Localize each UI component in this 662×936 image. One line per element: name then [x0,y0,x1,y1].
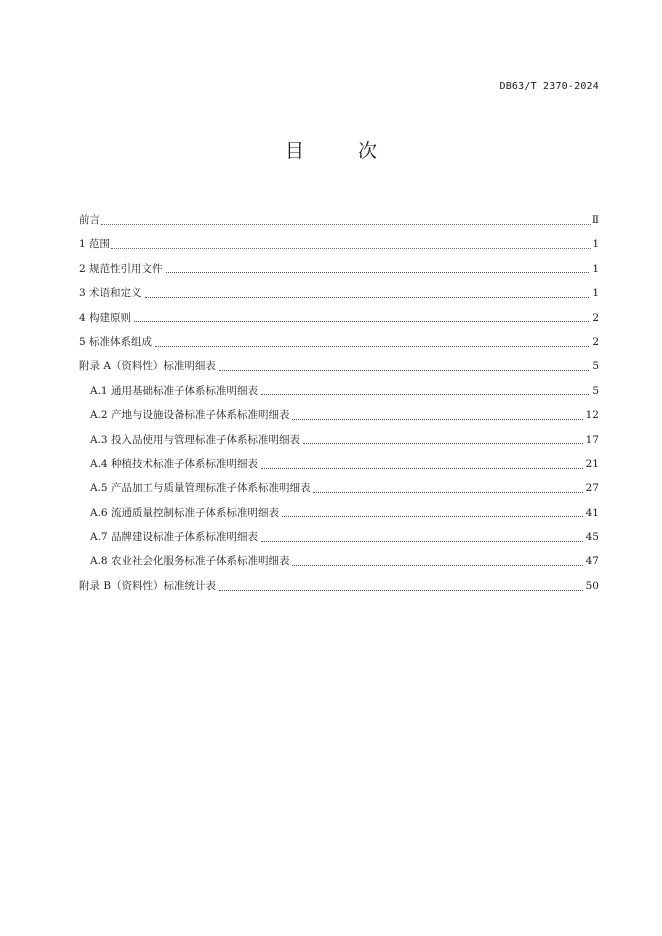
toc-entry-page: 2 [592,311,599,324]
toc-entry[interactable] [79,452,599,476]
toc-leader-dots [313,492,582,493]
toc-entry-page: 45 [585,531,599,544]
toc-leader-dots [292,419,582,420]
toc-leader-dots [111,248,591,249]
toc-entry[interactable] [79,476,599,500]
toc-entry-page: 1 [592,287,599,300]
toc-entry-label: 5 标准体系组成 [79,335,153,348]
toc-leader-dots [292,565,582,566]
toc-entry-label: A.2 产地与设施设备标准子体系标准明细表 [90,409,290,422]
toc-leader-dots [261,394,589,395]
toc-leader-dots [303,443,583,444]
toc-leader-dots [145,297,590,298]
toc-leader-dots [219,590,583,591]
toc-entry-label: 2 规范性引用文件 [79,262,163,275]
toc-entry[interactable] [79,379,599,403]
toc-entry[interactable] [79,281,599,305]
toc-entry-label: A.5 产品加工与质量管理标准子体系标准明细表 [90,482,311,495]
toc-entry-label: A.6 流通质量控制标准子体系标准明细表 [90,506,279,519]
toc-entry[interactable] [79,403,599,427]
toc-entry[interactable] [79,354,599,378]
toc-entry[interactable] [79,208,599,232]
toc-entry-page: 5 [592,360,599,373]
toc-entry[interactable] [79,428,599,452]
toc-entry[interactable] [79,306,599,330]
toc-leader-dots [166,272,590,273]
toc-entry-label: A.4 种植技术标准子体系标准明细表 [90,457,258,470]
toc-leader-dots [219,370,589,371]
toc-leader-dots [261,468,583,469]
toc-entry-label: 附录 A（资料性）标准明细表 [79,360,216,373]
toc-entry-label: A.8 农业社会化服务标准子体系标准明细表 [90,555,290,568]
toc-entry-page: 50 [585,579,599,592]
toc-entry-label: 1 范围 [79,238,111,251]
table-of-contents [79,208,599,598]
toc-leader-dots [282,516,583,517]
standard-code: DB63/T 2370-2024 [499,81,599,92]
toc-entry-label: 3 术语和定义 [79,287,142,300]
toc-entry-label: 附录 B（资料性）标准统计表 [79,579,217,592]
toc-entry[interactable] [79,232,599,256]
toc-entry[interactable] [79,549,599,573]
toc-entry-page: 12 [585,409,599,422]
toc-entry-page: 27 [585,482,599,495]
toc-entry-page: 1 [592,238,599,251]
toc-entry-page: 17 [585,433,599,446]
toc-entry-label: 4 构建原则 [79,311,132,324]
toc-entry-label: A.7 品牌建设标准子体系标准明细表 [90,531,258,544]
toc-entry-label: 前言 [79,214,100,226]
toc-entry-page: 2 [592,335,599,348]
page-title: 目 次 [284,140,402,162]
toc-entry-label: A.1 通用基础标准子体系标准明细表 [90,384,258,397]
toc-entry[interactable] [79,574,599,598]
toc-entry-page: 47 [585,555,599,568]
toc-entry[interactable] [79,330,599,354]
toc-entry[interactable] [79,525,599,549]
toc-entry[interactable] [79,257,599,281]
toc-entry-page: 1 [592,262,599,275]
toc-entry-label: A.3 投入品使用与管理标准子体系标准明细表 [90,433,300,446]
toc-entry-page: 5 [592,384,599,397]
toc-leader-dots [155,346,589,347]
toc-entry[interactable] [79,501,599,525]
toc-leader-dots [134,321,589,322]
toc-leader-dots [261,541,583,542]
toc-entry-page: 41 [585,506,599,519]
toc-leader-dots [101,224,591,225]
toc-entry-page: 21 [585,457,599,470]
toc-entry-page: Ⅱ [591,214,599,226]
